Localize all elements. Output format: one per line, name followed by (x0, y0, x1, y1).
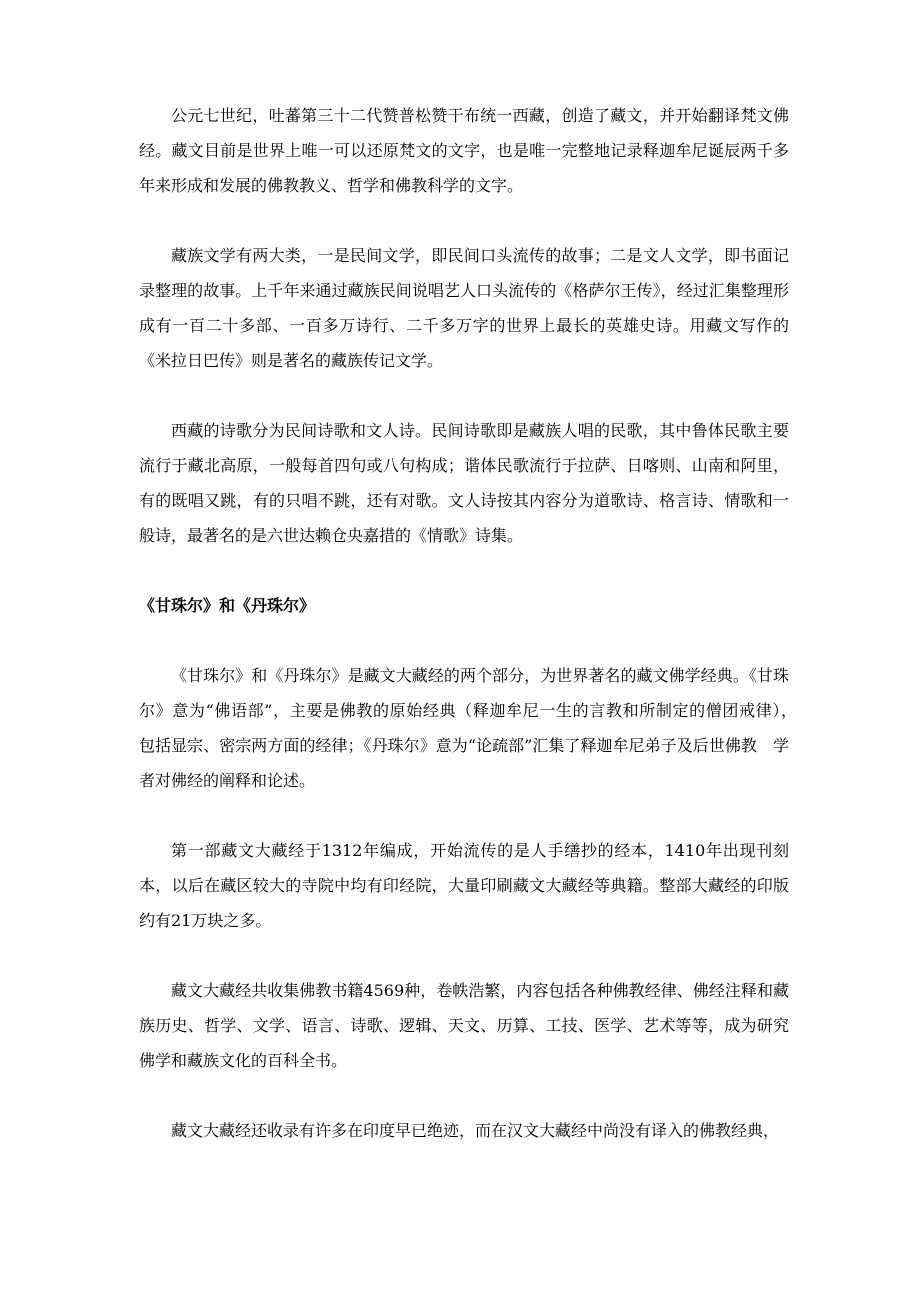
document-page (139, 98, 806, 1148)
paragraph-tibetan-script: 公元七世纪，吐蕃第三十二代赞普松赞干布统一西藏，创造了藏文，并开始翻译梵文佛经。藏文目前是世界上唯一可以还原梵文的文字，也是唯一完整地记录释迦牟尼诞辰两千多年来形成和发展的佛教教义、哲学和佛教科学的文字。 (139, 106, 789, 195)
paragraph-spacer (139, 798, 789, 833)
paragraph-spacer (139, 378, 789, 413)
paragraph-first-tripitaka: 第一部藏文大藏经于1312年编成，开始流传的是人手缮抄的经本，1410年出现刊刻本，以后在藏区较大的寺院中均有印经院，大量印刷藏文大藏经等典籍。整部大藏经的印版约有21万块之多。 (139, 841, 789, 930)
paragraph-tripitaka-contents: 藏文大藏经共收集佛教书籍4569种，卷帙浩繁，内容包括各种佛教经律、佛经注释和藏族历史、哲学、文学、语言、诗歌、逻辑、天文、历算、工技、医学、艺术等等，成为研究佛学和藏族文化的百科全书。 (139, 981, 789, 1070)
paragraph-tibetan-literature: 藏族文学有两大类，一是民间文学，即民间口头流传的故事；二是文人文学，即书面记录整理的故事。上千年来通过藏族民间说唱艺人口头流传的《格萨尔王传》，经过汇集整理形成有一百二十多部、一百多万诗行、二千多万字的世界上最长的英雄史诗。用藏文写作的《米拉日巴传》则是著名的藏族传记文学。 (139, 246, 789, 370)
paragraph-spacer (139, 938, 789, 973)
paragraph-spacer (139, 623, 789, 658)
paragraph-tripitaka-rare-texts: 藏文大藏经还收录有许多在印度早已绝迹，而在汉文大藏经中尚没有译入的佛教经典， (171, 1121, 780, 1140)
paragraph-spacer (139, 203, 789, 238)
paragraph-spacer (139, 1078, 789, 1113)
section-heading: 《甘珠尔》和《丹珠尔》 (139, 596, 316, 615)
paragraph-tibetan-poetry: 西藏的诗歌分为民间诗歌和文人诗。民间诗歌即是藏族人唱的民歌，其中鲁体民歌主要流行于藏北高原，一般每首四句或八句构成；谐体民歌流行于拉萨、日喀则、山南和阿里，有的既唱又跳，有的只唱不跳，还有对歌。文人诗按其内容分为道歌诗、格言诗、情歌和一般诗，最著名的是六世达赖仓央嘉措的《情歌》诗集。 (139, 421, 789, 545)
paragraph-spacer (139, 553, 789, 588)
paragraph-kangyur-tengyur: 《甘珠尔》和《丹珠尔》是藏文大藏经的两个部分，为世界著名的藏文佛学经典。《甘珠尔》意为“佛语部”，主要是佛教的原始经典（释迦牟尼一生的言教和所制定的僧团戒律）， 包括显宗、密宗两方面的经律；《丹珠尔》意为“论疏部”汇集了释迦牟尼弟子及后世佛教 学者对佛经的阐释和论述。 (139, 666, 806, 790)
